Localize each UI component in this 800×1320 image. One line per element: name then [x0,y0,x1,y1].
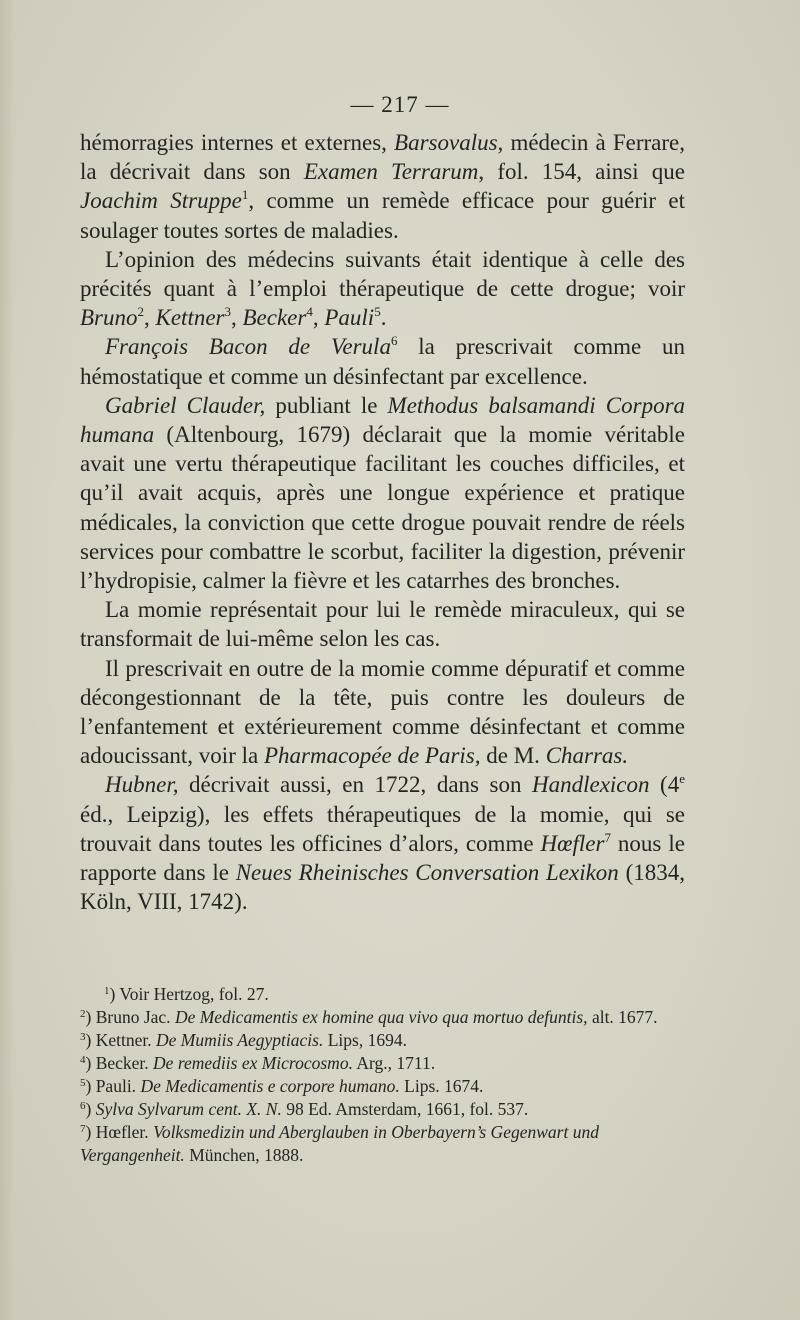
italic-text: Kettner [155,305,225,331]
footnote [80,1098,680,1121]
text-run: Pauli. [95,1076,141,1096]
text-run: , [231,305,243,331]
text-run: Bruno Jac. [95,1007,175,1027]
text-run: München, 1888. [184,1145,304,1165]
footnote-paren: ) [109,984,120,1004]
paragraph [80,245,685,333]
text-run: La momie représentait pour lui le remède miraculeux, qui se transformait de lui-même selon les cas. [80,597,685,652]
footnote-marker: 1 [241,187,249,203]
footnote-paren: ) [85,1053,96,1073]
footnote-paren: ) [85,1099,96,1119]
text-run: la prescrivait comme un hémostatique et comme un désinfectant par excellence. [80,334,685,389]
text-run: (1834, Köln, VIII, 1742). [80,860,685,915]
italic-text: Pharmacopée de Paris, [263,743,481,769]
text-run: hémorragies internes et externes, [80,130,395,155]
italic-text: De remediis ex Microcosmo. [153,1053,353,1073]
text-run: Arg., 1711. [352,1053,436,1073]
text-run: Kettner. [95,1030,156,1050]
italic-text: Gabriel Clauder, [105,392,266,418]
text-run: Voir Hertzog, fol. 27. [119,984,269,1004]
paragraph [80,654,685,771]
footnote-number: 5 [80,1077,86,1089]
body-text [80,128,685,916]
italic-text: Barsovalus, [394,130,504,155]
text-run: Lips. 1674. [399,1076,484,1096]
footnote-number: 1 [104,985,110,997]
page-number: — 217 — [350,92,450,117]
italic-text: Examen Terrarum [303,159,479,185]
footnote-marker: 3 [224,304,231,320]
footnote-number: 4 [80,1054,86,1066]
paragraph [80,770,685,916]
footnote-number: 3 [80,1031,86,1043]
text-run: (4 [649,772,680,798]
italic-text: Sylva Sylvarum cent. X. N. [95,1099,282,1119]
footnote-paren: ) [85,1122,96,1142]
footnote [80,1075,680,1098]
text-run: Il prescrivait en outre de la momie comme dépuratif et comme décongestionnant de la tête, puis contre les douleurs de l’enfantement et extérieurement comme désinfectant et comme adoucissant, voir la [80,655,685,769]
text-run: , [312,305,325,331]
italic-text: Pauli [324,305,375,331]
italic-text: Handlexicon [532,772,650,798]
footnote-marker: 7 [604,829,611,845]
footnote [80,1121,680,1167]
text-run: (Altenbourg, 1679) déclarait que la momie véritable avait une vertu thérapeutique facilitant les couches difficiles, et qu’il avait acquis, après une longue expérience et pratique médicales, la conviction que cette drogue pouvait rendre de réels services pour combattre le scorbut, faciliter la digestion, prévenir l’hydropisie, calmer la fièvre et les catarrhes des bronches. [80,422,685,594]
footnote-marker: e [679,771,685,787]
italic-text: Volksmedizin und Aberglauben in Oberbayern’s Gegenwart und Vergangenheit. [80,1122,599,1165]
paragraph [80,391,685,595]
text-run: publiant le [265,392,388,418]
footnote-paren: ) [85,1007,96,1027]
footnote-number: 7 [80,1123,86,1135]
paragraph [80,332,685,390]
text-run: , fol. 154, ainsi que [478,159,685,185]
footnote [80,983,680,1006]
footnote-paren: ) [85,1030,96,1050]
text-run: Lips, 1694. [323,1030,407,1050]
text-run: nous le rapporte dans le [80,830,685,886]
text-run: médecin à Ferrare, la décrivait dans son [80,130,685,185]
italic-text: De Mumiis Aegyptiacis. [155,1030,324,1050]
text-run: décrivait aussi, en 1722, dans son [178,772,532,798]
italic-text: De Medicamentis ex homine qua vivo qua mortuo defuntis, [174,1007,588,1027]
text-run: Becker. [95,1053,154,1073]
paragraph [80,128,685,245]
text-run: de M. [480,743,546,769]
text-run: alt. 1677. [587,1007,658,1027]
footnote-marker: 2 [137,304,144,320]
footnote-number: 6 [80,1100,86,1112]
italic-text: Hubner, [105,772,179,798]
text-run: . [380,305,387,331]
italic-text: Methodus balsamandi Corpora humana [80,392,686,448]
text-run: , [144,305,156,331]
footnote-number: 2 [80,1008,86,1020]
italic-text: Hœfler [540,830,605,856]
footnote [80,1029,680,1052]
paragraph [80,595,685,653]
text-run: Hœfler. [95,1122,154,1142]
footnote [80,1006,680,1029]
italic-text: François Bacon de Verula [105,334,391,360]
footnote-paren: ) [85,1076,96,1096]
text-run: 98 Ed. Amsterdam, 1661, fol. 537. [281,1099,529,1119]
footnote-marker: 6 [390,333,398,349]
footnote-marker: 5 [374,304,381,320]
footnote [80,1052,680,1075]
italic-text: Charras. [545,743,629,769]
italic-text: Neues Rheinisches Conversation Lexikon [235,860,619,886]
text-run: éd., Leipzig), les effets thérapeutiques de la momie, qui se trouvait dans toutes les officines d’alors, comme [80,801,685,856]
text-run: L’opinion des médecins suivants était identique à celle des précités quant à l’emploi thérapeutique de cette drogue; voir [80,246,685,302]
italic-text: Joachim Struppe [80,188,242,214]
italic-text: De Medicamentis e corpore humano. [140,1076,400,1096]
italic-text: Bruno [80,305,138,331]
footnotes [80,983,680,1167]
text-run: , comme un remède efficace pour guérir et soulager toutes sortes de maladies. [80,188,685,243]
footnote-marker: 4 [306,304,313,320]
italic-text: Becker [242,305,307,331]
